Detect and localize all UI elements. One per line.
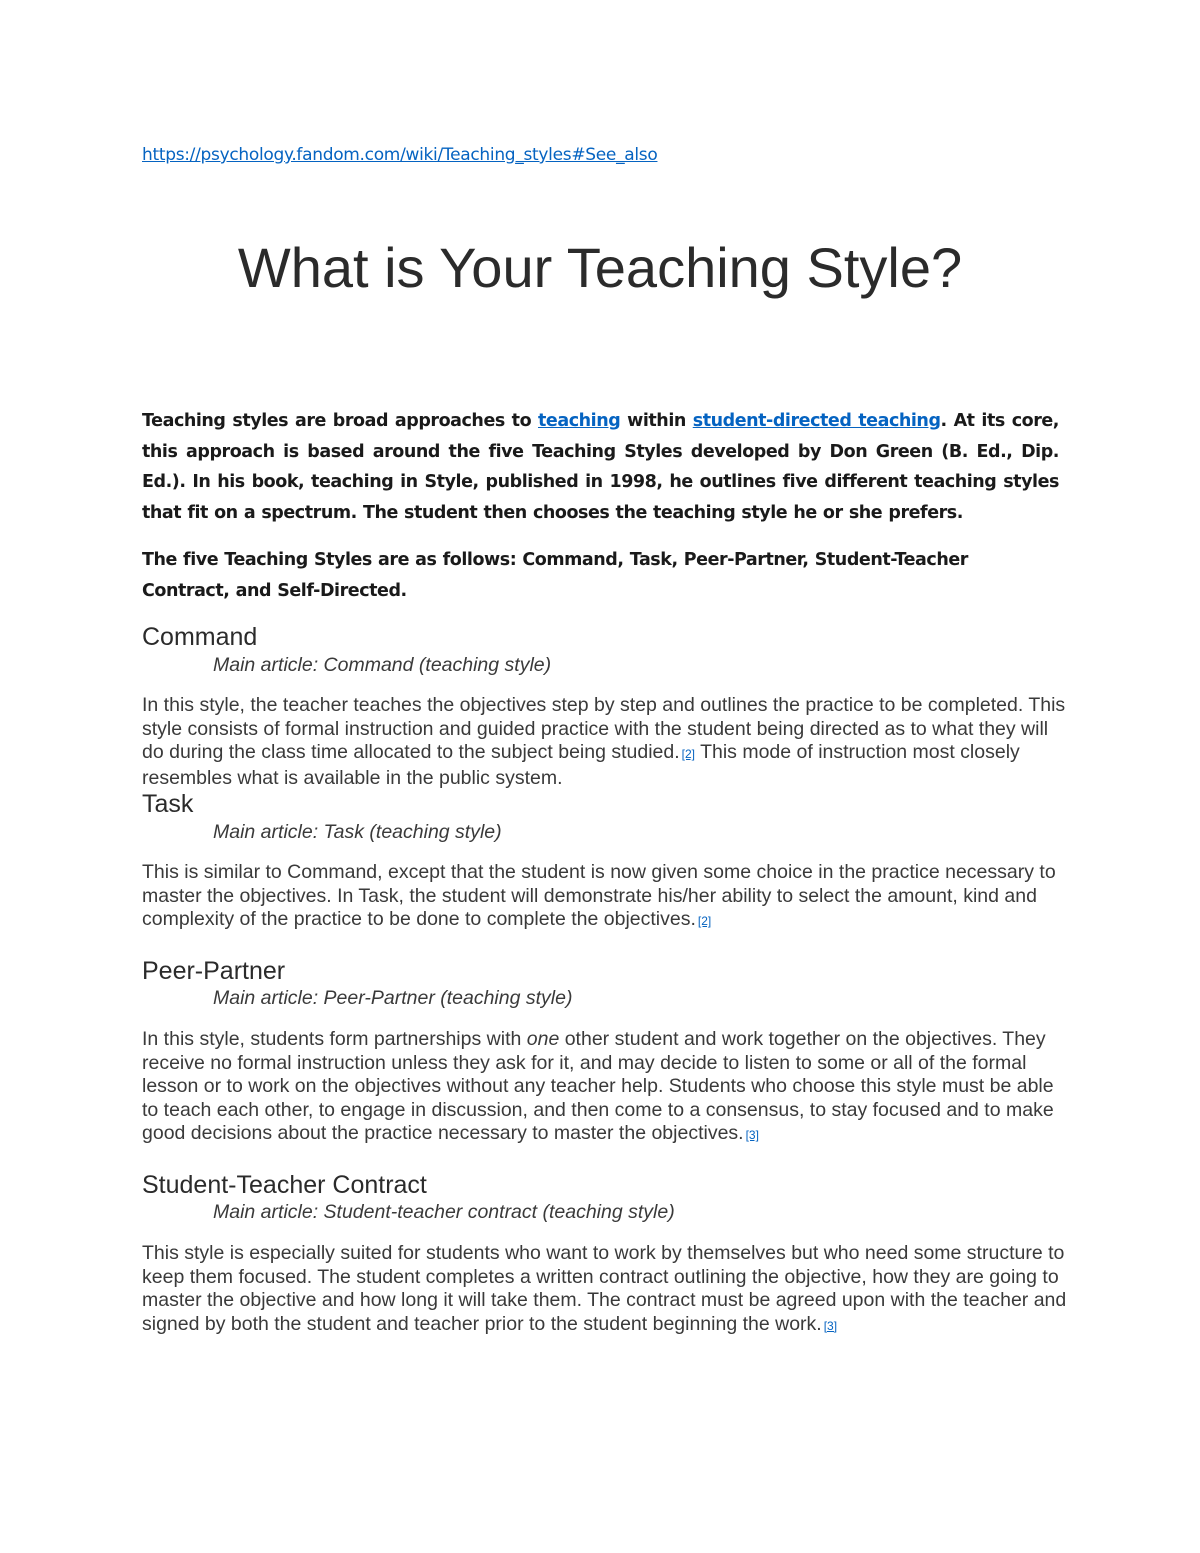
task-main-article: Main article: Task (teaching style) <box>213 821 502 843</box>
peer-partner-heading: Peer-Partner <box>142 957 286 985</box>
peer-partner-main-article: Main article: Peer-Partner (teaching style) <box>213 987 573 1009</box>
peer-partner-paragraph <box>142 1028 1067 1148</box>
intro-text-b: within <box>620 411 693 431</box>
contract-citation-link[interactable]: [3] <box>823 1318 838 1333</box>
command-paragraph <box>142 694 1067 790</box>
command-heading: Command <box>142 623 258 651</box>
peer-text-a: In this style, students form partnerships with <box>142 1028 527 1050</box>
task-citation-link[interactable]: [2] <box>697 914 712 929</box>
peer-text-emphasis: one <box>526 1028 560 1050</box>
intro-text-c: . At its core, this approach is based around the five Teaching Styles developed by Don Green (B. Ed., Dip. Ed.). In his book, teaching in Style, published in 1998, he outlines five different teaching styles that fit on a spectrum. The student then chooses the teaching style he or she prefers. <box>142 411 1059 524</box>
command-text-a: In this style, the teacher teaches the objectives step by step and outlines the practice to be completed. This style consists of formal instruction and guided practice with the student being directed as to what they will do during the class time allocated to the subject being studied. <box>142 694 1066 764</box>
intro-text-a: Teaching styles are broad approaches to <box>142 411 539 431</box>
contract-heading: Student-Teacher Contract <box>142 1171 427 1199</box>
teaching-link[interactable]: teaching <box>538 411 621 431</box>
styles-list-paragraph: The five Teaching Styles are as follows: Command, Task, Peer-Partner, Student-Teacher Contract, and Self-Directed. <box>142 550 968 601</box>
command-citation-link[interactable]: [2] <box>681 747 696 762</box>
student-directed-teaching-link[interactable]: student-directed teaching <box>692 411 941 431</box>
source-url-link[interactable]: https://psychology.fandom.com/wiki/Teaching_styles#See_also <box>142 145 658 165</box>
contract-paragraph <box>142 1242 1067 1338</box>
task-heading: Task <box>142 790 194 818</box>
peer-citation-link[interactable]: [3] <box>745 1128 759 1143</box>
task-text-a: This is similar to Command, except that the student is now given some choice in the practice necessary to master the objectives. In Task, the student will demonstrate his/her ability to select the amount, kind and complexity of the practice to be done to complete the objectives. <box>142 861 1056 931</box>
intro-paragraph <box>142 406 1059 529</box>
task-paragraph <box>142 861 1067 934</box>
source-url-line <box>142 143 1059 167</box>
command-main-article: Main article: Command (teaching style) <box>213 654 552 676</box>
page-title: What is Your Teaching Style? <box>237 236 963 299</box>
contract-text-a: This style is especially suited for students who want to work by themselves but who need some structure to keep them focused. The student completes a written contract outlining the objective, how they are going to master the objective and how long it will take them. The contract must be agreed upon with the teacher and signed by both the student and teacher prior to the student beginning the work. <box>142 1242 1067 1335</box>
contract-main-article: Main article: Student-teacher contract (teaching style) <box>213 1201 675 1223</box>
peer-text-b: other student and work together on the objectives. They receive no formal instruction unless they ask for it, and may decide to listen to some or all of the formal lesson or to work on the objectives without any teacher help. Students who choose this style must be able to teach each other, to engage in discussion, and then come to a consensus, to stay focused and to make good decisions about the practice necessary to master the objectives. <box>142 1028 1054 1145</box>
command-text-b: This mode of instruction most closely resembles what is available in the public system. <box>142 741 1020 789</box>
